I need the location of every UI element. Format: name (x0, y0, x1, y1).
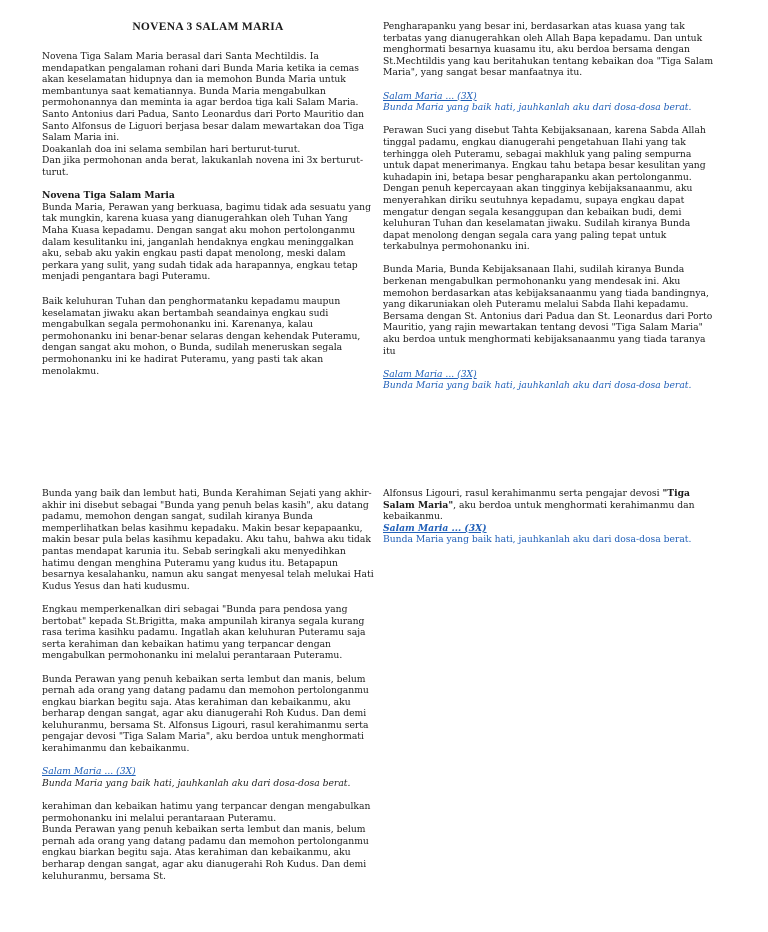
days-paragraph: Doakanlah doa ini selama sembilan hari berturut-turut. (42, 143, 301, 155)
salam-maria-line: Bunda Maria yang baik hati, jauhkanlah aku dari dosa-dosa berat. (383, 380, 692, 392)
page2-right-paragraph (383, 488, 715, 523)
page1-left-column-lower (42, 296, 374, 377)
page2-paragraph-1: Bunda yang baik dan lembut hati, Bunda Kerahiman Sejati yang akhir-akhir ini disebut sebagai "Bunda yang penuh belas kasih", aku datang padamu, memohon dengan sangat, sudilah kiranya Bunda memperlihatkan belas kasihmu kepadaku. Makin besar kepapaanku, makin besar pula belas kasihmu kepadaku. Aku tahu, bahwa aku tidak pantas mendapat karunia itu. Sebab seringkali aku menyedihkan hatimu dengan menghina Puteramu yang kudus itu. Betapapun besarnya kesalahanku, namun aku sangat menyesal telah melukai Hati Kudus Yesus dan hati kudusmu. (42, 488, 374, 592)
salam-maria-line: Bunda Maria yang baik hati, jauhkanlah aku dari dosa-dosa berat. (42, 777, 351, 789)
page2-paragraph-3: Bunda Perawan yang penuh kebaikan serta lembut dan manis, belum pernah ada orang yang datang padamu dan memohon pertolonganmu engkau biarkan begitu saja. Atas kerahiman dan kebaikanmu, aku berharap dengan sangat, agar aku dianugerahi Roh Kudus. Dan demi keluhuranmu, bersama St. Alfonsus Ligouri, rasul kerahimanmu serta pengajar devosi "Tiga Salam Maria", aku berdoa untuk menghormati kerahimanmu dan kebaikanmu. (42, 673, 369, 755)
page1-left-column (42, 20, 374, 283)
salam-maria-link[interactable]: Salam Maria ... (3X) (383, 90, 477, 102)
salam-maria-line: Bunda Maria yang baik hati, jauhkanlah aku dari dosa-dosa berat. (383, 102, 692, 114)
right-paragraph-4: Bersama dengan St. Antonius dari Padua dan St. Leonardus dari Porto Mauritio, yang rajin mewartakan tentang devosi "Tiga Salam Maria" aku berdoa untuk menghormati kebijaksanaanmu yang tiada taranya itu (383, 310, 713, 357)
salam-maria-line: Bunda Maria yang baik hati, jauhkanlah aku dari dosa-dosa berat. (383, 534, 692, 546)
salam-maria-link[interactable]: Salam Maria ... (3X) (383, 368, 477, 380)
right-paragraph-3: Bunda Maria, Bunda Kebijaksanaan Ilahi, sudilah kiranya Bunda berkenan mengabulkan permohonanku yang mendesak ini. Aku memohon berdasarkan atas kebijaksanaanmu yang tiada bandingnya, yang dikaruniakan oleh Puteramu melalui Sabda Ilahi kepadamu. (383, 264, 709, 311)
devotion-name: "Tiga Salam Maria" (383, 488, 690, 511)
right-paragraph-1: Pengharapanku yang besar ini, berdasarkan atas kuasa yang tak terbatas yang dianugerahkan oleh Allah Bapa kepadamu. Dan untuk menghormati besarnya kuasamu itu, aku berdoa bersama dengan St.Mechtildis yang kau beritahukan tentang kebaikan doa "Tiga Salam Maria", yang sangat besar manfaatnya itu. (383, 21, 714, 79)
page-title: NOVENA 3 SALAM MARIA (132, 21, 284, 33)
page2-left-column (42, 488, 374, 882)
paragraph-text: Alfonsus Ligouri, rasul kerahimanmu serta pengajar devosi (383, 488, 663, 499)
page2-paragraph-4: kerahiman dan kebaikan hatimu yang terpancar dengan mengabulkan permohonanku ini melalui perantaraan Puteramu. (42, 801, 371, 824)
saints-paragraph: Santo Antonius dari Padua, Santo Leonardus dari Porto Mauritio dan Santo Alfonsus de Liguori berjasa besar dalam mewartakan doa Tiga Salam Maria ini. (42, 108, 365, 144)
repeat-paragraph: Dan jika permohonan anda berat, lakukanlah novena ini 3x berturut-turut. (42, 155, 364, 178)
page1-right-column (383, 21, 715, 392)
novena-heading: Novena Tiga Salam Maria (42, 190, 175, 202)
paragraph-text: , aku berdoa untuk menghormati kerahimanmu dan kebaikanmu. (383, 499, 695, 523)
right-paragraph-2: Perawan Suci yang disebut Tahta Kebijaksanaan, karena Sabda Allah tinggal padamu, engkau dianugerahi pengetahuan Ilahi yang tak terhingga oleh Puteramu, sebagai makhluk yang paling sempurna untuk dapat menerimanya. Engkau tahu betapa besar kesulitan yang kuhadapin ini, betapa besar pengharapanku akan pertolonganmu. Dengan penuh kepercayaan akan tingginya kebijaksanaanmu, aku menyerahkan diriku seutuhnya kepadamu, supaya engkau dapat mengatur dengan segala kesanggupan dan kebaikan budi, demi keluhuran Tuhan dan keselamatan jiwaku. Sudilah kiranya Bunda dapat menolong dengan segala cara yang paling tepat untuk terkabulnya permohonanku ini. (383, 125, 706, 253)
salam-maria-link[interactable]: Salam Maria ... (3X) (383, 522, 487, 534)
prayer-paragraph-2: Baik keluhuran Tuhan dan penghormatanku kepadamu maupun keselamatan jiwaku akan bertambah seandainya engkau sudi mengabulkan segala permohonanku ini. Karenanya, kalau permohonanku ini benar-benar selaras dengan kehendak Puteramu, dengan sangat aku mohon, o Bunda, sudilah meneruskan segala permohonanku ini ke hadirat Puteramu, yang pasti tak akan menolakmu. (42, 296, 361, 377)
page2-paragraph-2: Engkau memperkenalkan diri sebagai "Bunda para pendosa yang bertobat" kepada St.Brigitta, maka ampunilah kiranya segala kurang rasa terima kasihku padamu. Ingatlah akan keluhuran Puteramu saja serta kerahiman dan kebaikan hatimu yang terpancar dengan mengabulkan permohonanku ini melalui perantaraan Puteramu. (42, 603, 366, 662)
page2-right-column (383, 488, 715, 546)
salam-maria-link[interactable]: Salam Maria ... (3X) (42, 766, 136, 778)
page2-paragraph-5: Bunda Perawan yang penuh kebaikan serta lembut dan manis, belum pernah ada orang yang datang padamu dan memohon pertolonganmu engkau biarkan begitu saja. Atas kerahiman dan kebaikanmu, aku berharap dengan sangat, agar aku dianugerahi Roh Kudus. Dan demi keluhuranmu, bersama St. (42, 824, 369, 882)
intro-paragraph: Novena Tiga Salam Maria berasal dari Santa Mechtildis. Ia mendapatkan pengalaman rohani dari Bunda Maria ketika ia cemas akan keselamatan hidupnya dan ia memohon Bunda Maria untuk membantunya saat kematiannya. Bunda Maria mengabulkan permohonannya dan meminta ia agar berdoa tiga kali Salam Maria. (42, 51, 360, 109)
prayer-paragraph-1: Bunda Maria, Perawan yang berkuasa, bagimu tidak ada sesuatu yang tak mungkin, karena kuasa yang dianugerahkan oleh Tuhan Yang Maha Kuasa kepadamu. Dengan sangat aku mohon pertolonganmu dalam kesulitanku ini, janganlah hendaknya engkau meninggalkan aku, sebab aku yakin engkau pasti dapat menolong, meski dalam perkara yang sulit, yang sudah tidak ada harapannya, engkau tetap menjadi pengantara bagi Puteramu. (42, 201, 371, 283)
